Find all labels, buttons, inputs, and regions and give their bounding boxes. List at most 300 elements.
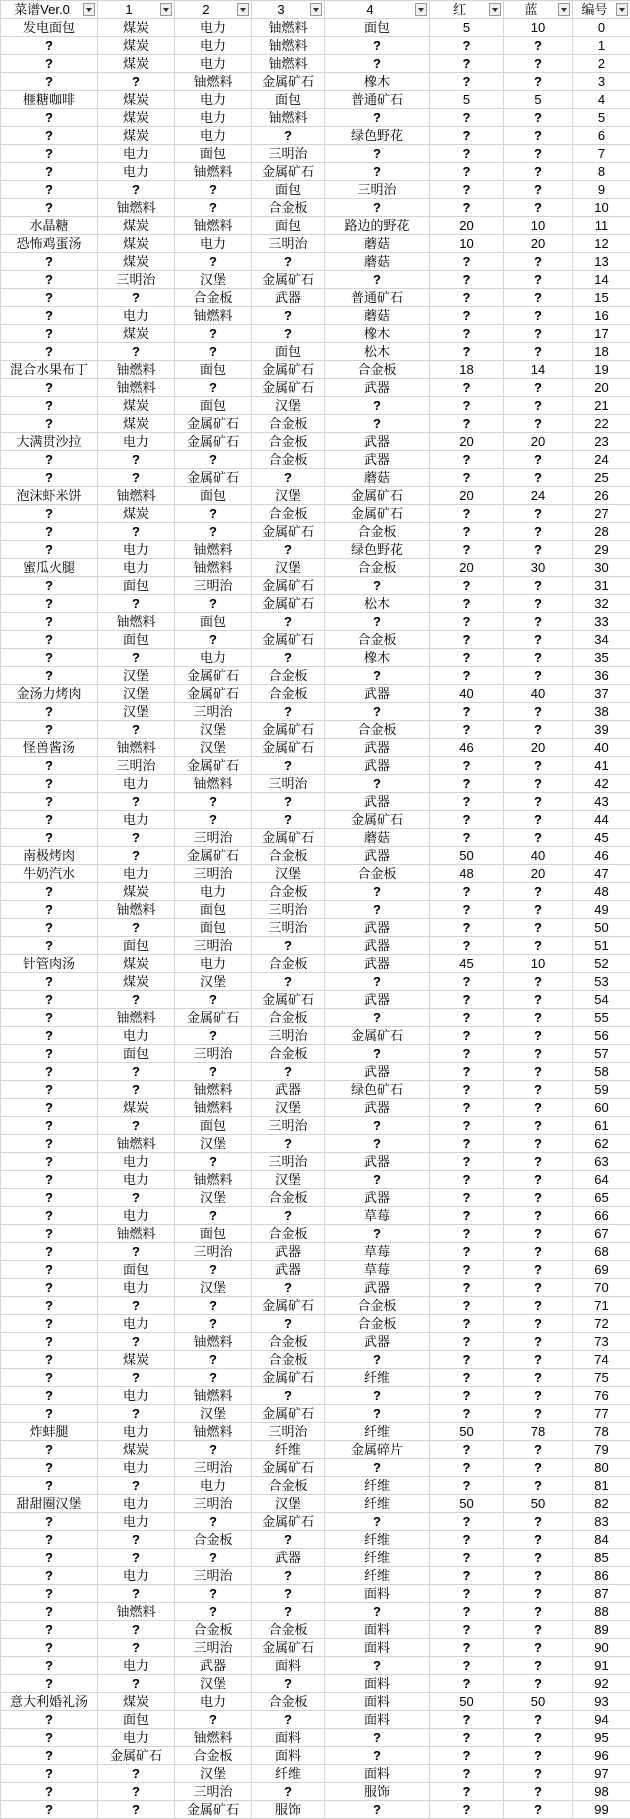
table-cell[interactable]: 金属矿石 (252, 595, 325, 613)
table-cell[interactable]: ? (1, 1351, 98, 1369)
table-cell[interactable]: ? (1, 1531, 98, 1549)
table-cell[interactable]: 汉堡 (252, 1171, 325, 1189)
table-cell[interactable]: ? (504, 1603, 573, 1621)
table-cell[interactable]: 合金板 (325, 1315, 430, 1333)
table-cell[interactable]: ? (252, 541, 325, 559)
table-cell[interactable]: 金属矿石 (252, 829, 325, 847)
table-cell[interactable]: ? (430, 577, 504, 595)
table-cell[interactable]: ? (252, 1279, 325, 1297)
table-cell[interactable]: 40 (504, 847, 573, 865)
table-cell[interactable]: 煤炭 (98, 1099, 175, 1117)
table-cell[interactable]: 电力 (98, 865, 175, 883)
table-cell[interactable]: ? (430, 1603, 504, 1621)
table-cell[interactable]: ? (1, 757, 98, 775)
table-cell[interactable]: ? (504, 1711, 573, 1729)
table-cell[interactable]: 面料 (325, 1765, 430, 1783)
table-cell[interactable]: ? (252, 1387, 325, 1405)
table-cell[interactable]: ? (430, 1405, 504, 1423)
table-cell[interactable]: 铀燃料 (175, 1729, 252, 1747)
table-cell[interactable]: ? (325, 883, 430, 901)
table-cell[interactable]: 电力 (98, 1387, 175, 1405)
table-cell[interactable]: 铀燃料 (175, 1099, 252, 1117)
table-cell[interactable]: 服饰 (325, 1783, 430, 1801)
table-cell[interactable]: 汉堡 (252, 865, 325, 883)
table-cell[interactable]: 97 (573, 1765, 630, 1783)
table-cell[interactable]: ? (1, 775, 98, 793)
table-cell[interactable]: ? (504, 1315, 573, 1333)
table-cell[interactable]: ? (1, 883, 98, 901)
table-cell[interactable]: 三明治 (175, 1045, 252, 1063)
table-cell[interactable]: 金属矿石 (252, 1405, 325, 1423)
table-cell[interactable]: 合金板 (175, 1621, 252, 1639)
table-cell[interactable]: ? (504, 1297, 573, 1315)
table-cell[interactable]: 61 (573, 1117, 630, 1135)
table-cell[interactable]: ? (430, 1783, 504, 1801)
table-cell[interactable]: 煤炭 (98, 253, 175, 271)
column-header-3[interactable] (252, 1, 325, 19)
table-cell[interactable]: ? (504, 1657, 573, 1675)
table-cell[interactable]: ? (98, 1675, 175, 1693)
table-cell[interactable]: ? (504, 1045, 573, 1063)
table-cell[interactable]: ? (175, 1297, 252, 1315)
table-cell[interactable]: ? (430, 1477, 504, 1495)
table-cell[interactable]: ? (1, 73, 98, 91)
table-cell[interactable]: 铀燃料 (175, 163, 252, 181)
table-cell[interactable]: ? (504, 1621, 573, 1639)
table-cell[interactable]: 铀燃料 (175, 1387, 252, 1405)
table-cell[interactable]: ? (504, 199, 573, 217)
table-cell[interactable]: 77 (573, 1405, 630, 1423)
table-cell[interactable]: 合金板 (252, 667, 325, 685)
table-cell[interactable]: 铀燃料 (98, 487, 175, 505)
table-cell[interactable]: 路边的野花 (325, 217, 430, 235)
table-cell[interactable]: ? (430, 703, 504, 721)
table-cell[interactable]: ? (325, 1657, 430, 1675)
table-cell[interactable]: 43 (573, 793, 630, 811)
table-cell[interactable]: 89 (573, 1621, 630, 1639)
table-cell[interactable]: ? (252, 1531, 325, 1549)
table-cell[interactable]: ? (504, 1369, 573, 1387)
dropdown-filter-icon[interactable] (489, 3, 501, 16)
table-cell[interactable]: 64 (573, 1171, 630, 1189)
table-cell[interactable]: 62 (573, 1135, 630, 1153)
table-cell[interactable]: 金属矿石 (175, 433, 252, 451)
table-cell[interactable]: 武器 (252, 1549, 325, 1567)
table-cell[interactable]: 面包 (175, 1117, 252, 1135)
table-cell[interactable]: ? (430, 289, 504, 307)
table-cell[interactable]: 铀燃料 (252, 19, 325, 37)
table-cell[interactable]: 电力 (98, 307, 175, 325)
table-cell[interactable]: 服饰 (252, 1801, 325, 1819)
table-cell[interactable]: 三明治 (175, 1459, 252, 1477)
table-cell[interactable]: 合金板 (252, 1009, 325, 1027)
table-cell[interactable]: 面料 (325, 1711, 430, 1729)
table-cell[interactable]: ? (98, 1621, 175, 1639)
table-cell[interactable]: 汉堡 (175, 1189, 252, 1207)
table-cell[interactable]: ? (504, 55, 573, 73)
table-cell[interactable]: 武器 (325, 685, 430, 703)
table-cell[interactable]: ? (430, 163, 504, 181)
table-cell[interactable]: 三明治 (175, 937, 252, 955)
table-cell[interactable]: ? (504, 703, 573, 721)
table-cell[interactable]: ? (325, 577, 430, 595)
table-cell[interactable]: 48 (573, 883, 630, 901)
table-cell[interactable]: 金属矿石 (252, 361, 325, 379)
table-cell[interactable]: ? (1, 1063, 98, 1081)
table-cell[interactable]: 36 (573, 667, 630, 685)
table-cell[interactable]: 合金板 (252, 1351, 325, 1369)
table-cell[interactable]: ? (430, 73, 504, 91)
table-cell[interactable]: ? (504, 883, 573, 901)
table-cell[interactable]: ? (1, 595, 98, 613)
table-cell[interactable]: ? (1, 721, 98, 739)
table-cell[interactable]: ? (98, 1783, 175, 1801)
table-cell[interactable]: 20 (573, 379, 630, 397)
table-cell[interactable]: ? (1, 1027, 98, 1045)
table-cell[interactable]: 煤炭 (98, 19, 175, 37)
table-cell[interactable]: ? (1, 307, 98, 325)
table-cell[interactable]: 煤炭 (98, 955, 175, 973)
column-header-0[interactable] (1, 1, 98, 19)
table-cell[interactable]: ? (1, 1279, 98, 1297)
table-cell[interactable]: 面料 (325, 1585, 430, 1603)
table-cell[interactable]: 电力 (175, 109, 252, 127)
table-cell[interactable]: ? (1, 127, 98, 145)
table-cell[interactable]: 金属矿石 (175, 847, 252, 865)
table-cell[interactable]: 合金板 (325, 721, 430, 739)
table-cell[interactable]: ? (430, 1045, 504, 1063)
table-cell[interactable]: ? (504, 757, 573, 775)
table-cell[interactable]: 10 (504, 19, 573, 37)
table-cell[interactable]: ? (1, 1261, 98, 1279)
table-cell[interactable]: ? (504, 793, 573, 811)
table-cell[interactable]: 13 (573, 253, 630, 271)
table-cell[interactable]: ? (504, 1513, 573, 1531)
table-cell[interactable]: 汉堡 (175, 721, 252, 739)
table-cell[interactable]: 汉堡 (175, 1135, 252, 1153)
table-cell[interactable]: 汉堡 (175, 1765, 252, 1783)
table-cell[interactable]: ? (1, 415, 98, 433)
table-cell[interactable]: 电力 (98, 1315, 175, 1333)
table-cell[interactable]: 武器 (325, 847, 430, 865)
table-cell[interactable]: ? (98, 1333, 175, 1351)
table-cell[interactable]: 铀燃料 (98, 1603, 175, 1621)
table-cell[interactable]: 汉堡 (252, 1495, 325, 1513)
table-cell[interactable]: ? (504, 631, 573, 649)
table-cell[interactable]: 面包 (175, 145, 252, 163)
table-cell[interactable]: ? (504, 1459, 573, 1477)
table-cell[interactable]: 汉堡 (252, 559, 325, 577)
table-cell[interactable]: ? (504, 1351, 573, 1369)
table-cell[interactable]: ? (430, 1513, 504, 1531)
table-cell[interactable]: 35 (573, 649, 630, 667)
table-cell[interactable]: 合金板 (252, 1189, 325, 1207)
table-cell[interactable]: 合金板 (252, 433, 325, 451)
table-cell[interactable]: ? (175, 793, 252, 811)
table-cell[interactable]: ? (504, 73, 573, 91)
table-cell[interactable]: ? (1, 181, 98, 199)
table-cell[interactable]: 蘑菇 (325, 253, 430, 271)
table-cell[interactable]: ? (430, 541, 504, 559)
table-cell[interactable]: 金属矿石 (252, 379, 325, 397)
table-cell[interactable]: 汉堡 (98, 667, 175, 685)
table-cell[interactable]: ? (325, 37, 430, 55)
table-cell[interactable]: ? (430, 1081, 504, 1099)
table-cell[interactable]: ? (1, 1225, 98, 1243)
table-cell[interactable]: ? (430, 55, 504, 73)
table-cell[interactable]: 70 (573, 1279, 630, 1297)
table-cell[interactable]: 6 (573, 127, 630, 145)
table-cell[interactable]: 10 (504, 955, 573, 973)
table-cell[interactable]: ? (504, 667, 573, 685)
table-cell[interactable]: 三明治 (252, 775, 325, 793)
table-cell[interactable]: 电力 (175, 91, 252, 109)
table-cell[interactable]: ? (1, 631, 98, 649)
table-cell[interactable]: ? (252, 703, 325, 721)
table-cell[interactable]: ? (175, 1207, 252, 1225)
table-cell[interactable]: ? (252, 937, 325, 955)
table-cell[interactable]: ? (504, 901, 573, 919)
table-cell[interactable]: ? (325, 1801, 430, 1819)
table-cell[interactable]: ? (98, 1243, 175, 1261)
table-cell[interactable]: 面包 (98, 631, 175, 649)
table-cell[interactable]: 40 (573, 739, 630, 757)
table-cell[interactable]: ? (1, 811, 98, 829)
table-cell[interactable]: 铀燃料 (175, 73, 252, 91)
table-cell[interactable]: ? (325, 1171, 430, 1189)
table-cell[interactable]: 10 (430, 235, 504, 253)
table-cell[interactable]: 95 (573, 1729, 630, 1747)
table-cell[interactable]: 金属矿石 (252, 271, 325, 289)
table-cell[interactable]: 铀燃料 (175, 307, 252, 325)
table-cell[interactable]: ? (98, 649, 175, 667)
table-cell[interactable]: ? (98, 1549, 175, 1567)
table-cell[interactable]: 金属矿石 (325, 811, 430, 829)
table-cell[interactable]: ? (504, 991, 573, 1009)
table-cell[interactable]: ? (252, 1063, 325, 1081)
dropdown-filter-icon[interactable] (558, 3, 570, 16)
table-cell[interactable]: 汉堡 (175, 1279, 252, 1297)
table-cell[interactable]: 29 (573, 541, 630, 559)
table-cell[interactable]: ? (504, 1279, 573, 1297)
table-cell[interactable]: ? (504, 289, 573, 307)
table-cell[interactable]: 铀燃料 (175, 1423, 252, 1441)
table-cell[interactable]: ? (1, 649, 98, 667)
table-cell[interactable]: ? (1, 523, 98, 541)
table-cell[interactable]: 三明治 (175, 1639, 252, 1657)
table-cell[interactable]: 纤维 (325, 1549, 430, 1567)
table-cell[interactable]: ? (325, 1729, 430, 1747)
table-cell[interactable]: 18 (573, 343, 630, 361)
dropdown-filter-icon[interactable] (310, 3, 322, 16)
table-cell[interactable]: ? (325, 703, 430, 721)
table-cell[interactable]: 53 (573, 973, 630, 991)
table-cell[interactable]: ? (325, 1351, 430, 1369)
table-cell[interactable]: ? (1, 271, 98, 289)
table-cell[interactable]: ? (430, 829, 504, 847)
table-cell[interactable]: 普通矿石 (325, 289, 430, 307)
table-cell[interactable]: ? (325, 1225, 430, 1243)
table-cell[interactable]: ? (1, 1639, 98, 1657)
table-cell[interactable]: ? (504, 1639, 573, 1657)
table-cell[interactable]: 牛奶汽水 (1, 865, 98, 883)
table-cell[interactable]: ? (98, 451, 175, 469)
table-cell[interactable]: 铀燃料 (98, 379, 175, 397)
dropdown-filter-icon[interactable] (160, 3, 172, 16)
table-cell[interactable]: 10 (504, 217, 573, 235)
table-cell[interactable]: ? (430, 1189, 504, 1207)
table-cell[interactable]: 汉堡 (252, 397, 325, 415)
table-cell[interactable]: 电力 (175, 55, 252, 73)
table-cell[interactable]: ? (1, 829, 98, 847)
table-cell[interactable]: 面料 (252, 1747, 325, 1765)
table-cell[interactable]: ? (430, 775, 504, 793)
table-cell[interactable]: 合金板 (325, 631, 430, 649)
table-cell[interactable]: 金属矿石 (252, 577, 325, 595)
table-cell[interactable]: 金属矿石 (252, 721, 325, 739)
table-cell[interactable]: ? (98, 991, 175, 1009)
table-cell[interactable]: ? (504, 1549, 573, 1567)
table-cell[interactable]: ? (430, 667, 504, 685)
table-cell[interactable]: 合金板 (252, 199, 325, 217)
table-cell[interactable]: 武器 (325, 1063, 430, 1081)
table-cell[interactable]: ? (175, 325, 252, 343)
table-cell[interactable]: 69 (573, 1261, 630, 1279)
table-cell[interactable]: 合金板 (252, 955, 325, 973)
table-cell[interactable]: ? (504, 469, 573, 487)
table-cell[interactable]: 20 (504, 235, 573, 253)
table-cell[interactable]: 59 (573, 1081, 630, 1099)
table-cell[interactable]: 52 (573, 955, 630, 973)
table-cell[interactable]: ? (430, 1333, 504, 1351)
table-cell[interactable]: 发电面包 (1, 19, 98, 37)
table-cell[interactable]: ? (430, 631, 504, 649)
table-cell[interactable]: ? (325, 271, 430, 289)
table-cell[interactable]: ? (430, 127, 504, 145)
table-cell[interactable]: 武器 (325, 433, 430, 451)
table-cell[interactable]: 恐怖鸡蛋汤 (1, 235, 98, 253)
table-cell[interactable]: 铀燃料 (98, 1009, 175, 1027)
table-cell[interactable]: ? (1, 1135, 98, 1153)
table-cell[interactable]: 面包 (175, 613, 252, 631)
table-cell[interactable]: 2 (573, 55, 630, 73)
table-cell[interactable]: ? (1, 1243, 98, 1261)
dropdown-filter-icon[interactable] (616, 3, 628, 16)
table-cell[interactable]: ? (430, 1657, 504, 1675)
table-cell[interactable]: ? (1, 1801, 98, 1819)
table-cell[interactable]: ? (1, 289, 98, 307)
table-cell[interactable]: 煤炭 (98, 1441, 175, 1459)
table-cell[interactable]: ? (430, 1369, 504, 1387)
table-cell[interactable]: ? (325, 109, 430, 127)
table-cell[interactable]: ? (1, 1117, 98, 1135)
table-cell[interactable]: ? (175, 1549, 252, 1567)
table-cell[interactable]: ? (504, 1243, 573, 1261)
table-cell[interactable]: 武器 (325, 1333, 430, 1351)
table-cell[interactable]: ? (1, 541, 98, 559)
table-cell[interactable]: 电力 (175, 649, 252, 667)
table-cell[interactable]: ? (504, 109, 573, 127)
table-cell[interactable]: ? (175, 991, 252, 1009)
table-cell[interactable]: ? (325, 1135, 430, 1153)
table-cell[interactable]: 3 (573, 73, 630, 91)
table-cell[interactable]: 电力 (175, 235, 252, 253)
table-cell[interactable]: ? (252, 1315, 325, 1333)
table-cell[interactable]: ? (430, 1675, 504, 1693)
table-cell[interactable]: ? (1, 613, 98, 631)
table-cell[interactable]: ? (252, 793, 325, 811)
table-cell[interactable]: ? (1, 1405, 98, 1423)
table-cell[interactable]: ? (430, 1279, 504, 1297)
table-cell[interactable]: 电力 (175, 1477, 252, 1495)
table-cell[interactable]: ? (504, 613, 573, 631)
table-cell[interactable]: ? (504, 1531, 573, 1549)
table-cell[interactable]: ? (504, 1747, 573, 1765)
table-cell[interactable]: 面包 (252, 91, 325, 109)
table-cell[interactable]: 98 (573, 1783, 630, 1801)
table-cell[interactable]: 金属矿石 (252, 163, 325, 181)
table-cell[interactable]: ? (430, 1639, 504, 1657)
table-cell[interactable]: ? (504, 1441, 573, 1459)
table-cell[interactable]: 面包 (252, 181, 325, 199)
table-cell[interactable]: 63 (573, 1153, 630, 1171)
table-cell[interactable]: 金属碎片 (325, 1441, 430, 1459)
table-cell[interactable]: ? (175, 1711, 252, 1729)
table-cell[interactable]: 纤维 (325, 1531, 430, 1549)
table-cell[interactable]: 合金板 (325, 1297, 430, 1315)
table-cell[interactable]: 金属矿石 (252, 523, 325, 541)
table-cell[interactable]: ? (504, 1207, 573, 1225)
table-cell[interactable]: ? (98, 595, 175, 613)
table-cell[interactable]: 86 (573, 1567, 630, 1585)
table-cell[interactable]: 45 (573, 829, 630, 847)
table-cell[interactable]: ? (1, 1477, 98, 1495)
table-cell[interactable]: ? (175, 343, 252, 361)
table-cell[interactable]: 5 (504, 91, 573, 109)
table-cell[interactable]: 煤炭 (98, 235, 175, 253)
table-cell[interactable]: 4 (573, 91, 630, 109)
table-cell[interactable]: ? (1, 1045, 98, 1063)
table-cell[interactable]: 88 (573, 1603, 630, 1621)
table-cell[interactable]: ? (1, 1513, 98, 1531)
table-cell[interactable]: 电力 (98, 1495, 175, 1513)
table-cell[interactable]: 炸蚌腿 (1, 1423, 98, 1441)
table-cell[interactable]: 三明治 (175, 829, 252, 847)
table-cell[interactable]: 82 (573, 1495, 630, 1513)
table-cell[interactable]: ? (430, 811, 504, 829)
table-cell[interactable]: ? (504, 271, 573, 289)
table-cell[interactable]: 金属矿石 (252, 739, 325, 757)
table-cell[interactable]: 72 (573, 1315, 630, 1333)
table-cell[interactable]: ? (504, 649, 573, 667)
table-cell[interactable]: 51 (573, 937, 630, 955)
table-cell[interactable]: 合金板 (325, 361, 430, 379)
table-cell[interactable]: 铀燃料 (175, 1081, 252, 1099)
table-cell[interactable]: ? (430, 37, 504, 55)
table-cell[interactable]: 大满贯沙拉 (1, 433, 98, 451)
table-cell[interactable]: ? (504, 1477, 573, 1495)
table-cell[interactable]: ? (175, 523, 252, 541)
table-cell[interactable]: ? (504, 397, 573, 415)
table-cell[interactable]: 40 (504, 685, 573, 703)
table-cell[interactable]: 纤维 (325, 1477, 430, 1495)
table-cell[interactable]: ? (504, 379, 573, 397)
table-cell[interactable]: 三明治 (252, 919, 325, 937)
table-cell[interactable]: 针管肉汤 (1, 955, 98, 973)
table-cell[interactable]: ? (325, 415, 430, 433)
table-cell[interactable]: 武器 (325, 793, 430, 811)
table-cell[interactable]: 金属矿石 (175, 667, 252, 685)
